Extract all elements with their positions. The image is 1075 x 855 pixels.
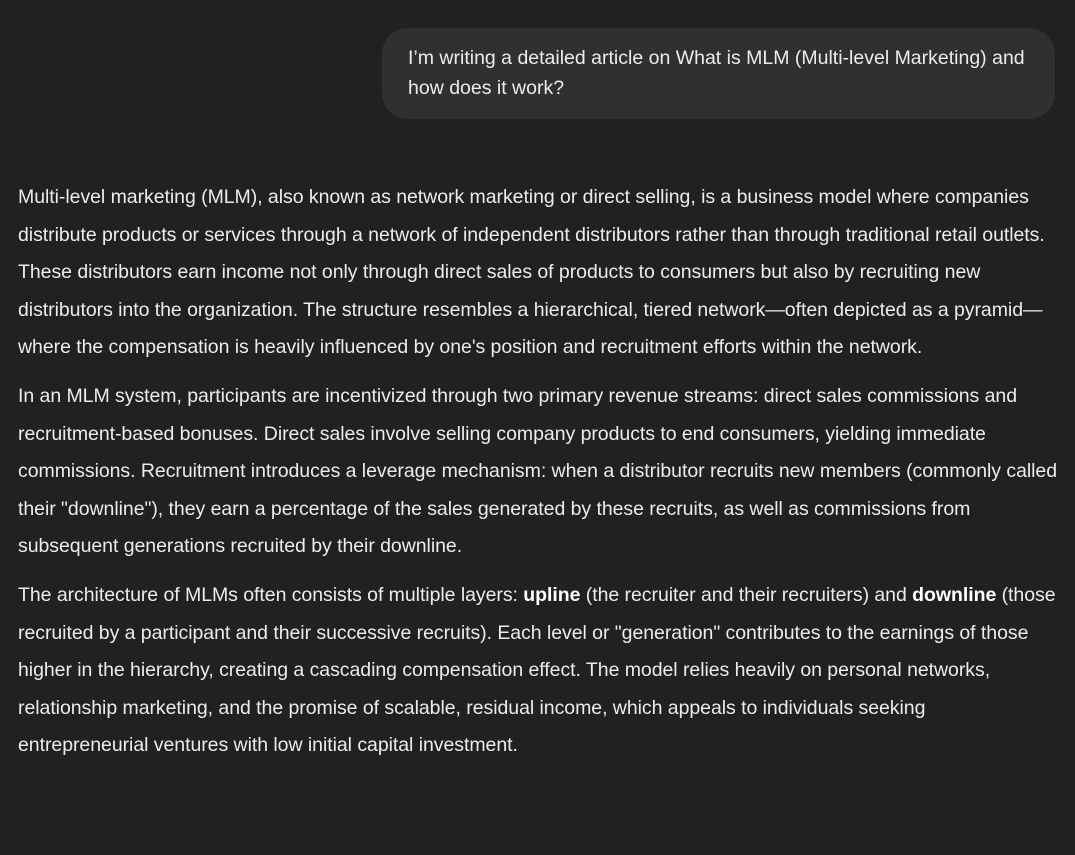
assistant-paragraph-2: In an MLM system, participants are incentivized through two primary revenue streams: direct sales commissions and recruitment-based bonuses. Direct sales involve selling company products to end consumers, yielding immediate commissions. Recruitment introduces a leverage mechanism: when a distributor recruits new members (commonly called their "downline"), they earn a percentage of the sales generated by these recruits, as well as commissions from subsequent generations recruited by their downline.: [18, 384, 1058, 558]
paragraph-3-text-part-3: (those recruited by a participant and their successive recruits). Each level or "generation" contributes to the earnings of those higher in the hierarchy, creating a cascading compensation effect. The model relies heavily on personal networks, relationship marketing, and the promise of scalable, residual income, which appeals to individuals seeking entrepreneurial ventures with low initial capital investment.: [18, 583, 1056, 757]
assistant-paragraph-1: Multi-level marketing (MLM), also known as network marketing or direct selling, is a business model where companies distribute products or services through a network of independent distributors rather than through traditional retail outlets. These distributors earn income not only through direct sales of products to consumers but also by recruiting new distributors into the organization. The structure resembles a hierarchical, tiered network—often depicted as a pyramid—where the compensation is heavily influenced by one's position and recruitment efforts within the network.: [18, 186, 1045, 359]
user-message-text: I’m writing a detailed article on What is MLM (Multi-level Marketing) and how does it work?: [408, 47, 1025, 99]
paragraph-3-text-part-2: (the recruiter and their recruiters) and: [580, 583, 913, 606]
assistant-paragraph-3: [18, 577, 1058, 765]
assistant-message: [18, 179, 1058, 776]
user-message-row: [382, 28, 1055, 119]
term-downline: downline: [912, 583, 997, 606]
paragraph-3-text-part-1: The architecture of MLMs often consists of multiple layers:: [18, 583, 524, 606]
user-message-bubble: [382, 28, 1055, 119]
term-upline: upline: [523, 583, 581, 606]
